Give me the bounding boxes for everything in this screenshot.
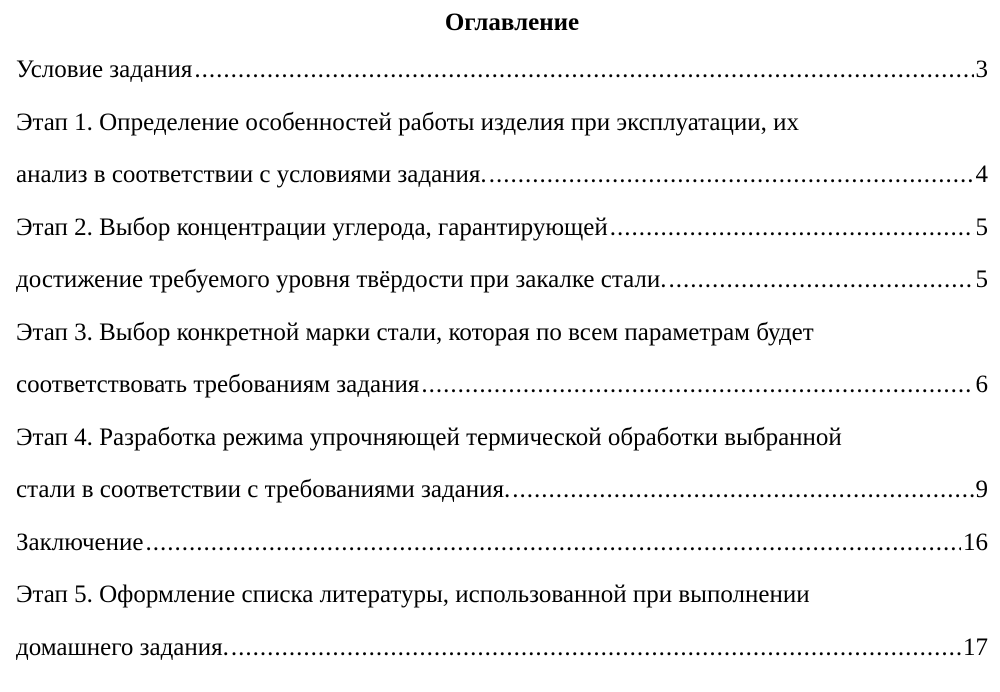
toc-title: Оглавление — [444, 9, 580, 36]
dot-leader — [231, 622, 961, 675]
toc-entry-stage-2[interactable] — [16, 202, 988, 255]
toc-entry-text: соответствовать требованиям задания — [16, 371, 420, 398]
toc-entry-text: Этап 3. Выбор конкретной марки стали, которая по всем параметрам будет — [16, 318, 814, 346]
toc-page-number: 3 — [975, 56, 988, 83]
table-of-contents — [16, 0, 988, 674]
toc-entry-text: стали в соответствии с требованиями задания. — [16, 476, 511, 503]
toc-page-number: 16 — [963, 528, 988, 556]
toc-entry-text: домашнего задания. — [16, 633, 229, 661]
toc-entry-text: Этап 1. Определение особенностей работы изделия при эксплуатации, их — [16, 108, 800, 136]
dot-leader — [669, 254, 974, 307]
toc-page-number: 9 — [975, 476, 988, 503]
toc-entry-hardness[interactable] — [16, 254, 988, 307]
toc-entry-text: Этап 2. Выбор концентрации углерода, гарантирующей — [16, 213, 608, 241]
toc-entry-stage-1[interactable] — [16, 97, 988, 202]
toc-entry-conclusion[interactable] — [16, 517, 988, 570]
toc-entry-text: Этап 5. Оформление списка литературы, использованной при выполнении — [16, 581, 810, 608]
dot-leader — [489, 149, 974, 202]
toc-entry-text: Условие задания — [16, 56, 193, 83]
dot-leader — [146, 517, 962, 570]
dot-leader — [194, 44, 973, 97]
toc-entry-condition[interactable] — [16, 44, 988, 97]
toc-entry-text: Этап 4. Разработка режима упрочняющей термической обработки выбранной — [16, 423, 842, 451]
toc-entry-text: достижение требуемого уровня твёрдости при закалке стали. — [16, 266, 667, 293]
toc-page-number: 4 — [975, 161, 988, 188]
toc-entry-stage-5[interactable] — [16, 569, 988, 674]
dot-leader — [421, 359, 973, 412]
toc-entry-stage-4[interactable] — [16, 412, 988, 517]
dot-leader — [512, 464, 973, 517]
toc-page-number: 17 — [963, 633, 988, 661]
toc-page-number: 5 — [975, 213, 988, 241]
toc-page-number: 6 — [975, 371, 988, 398]
toc-entry-text: анализ в соответствии с условиями задания. — [16, 161, 487, 188]
toc-page-number: 5 — [975, 266, 988, 293]
toc-entry-text: Заключение — [16, 528, 144, 556]
toc-entry-stage-3[interactable] — [16, 307, 988, 412]
dot-leader — [610, 202, 974, 255]
